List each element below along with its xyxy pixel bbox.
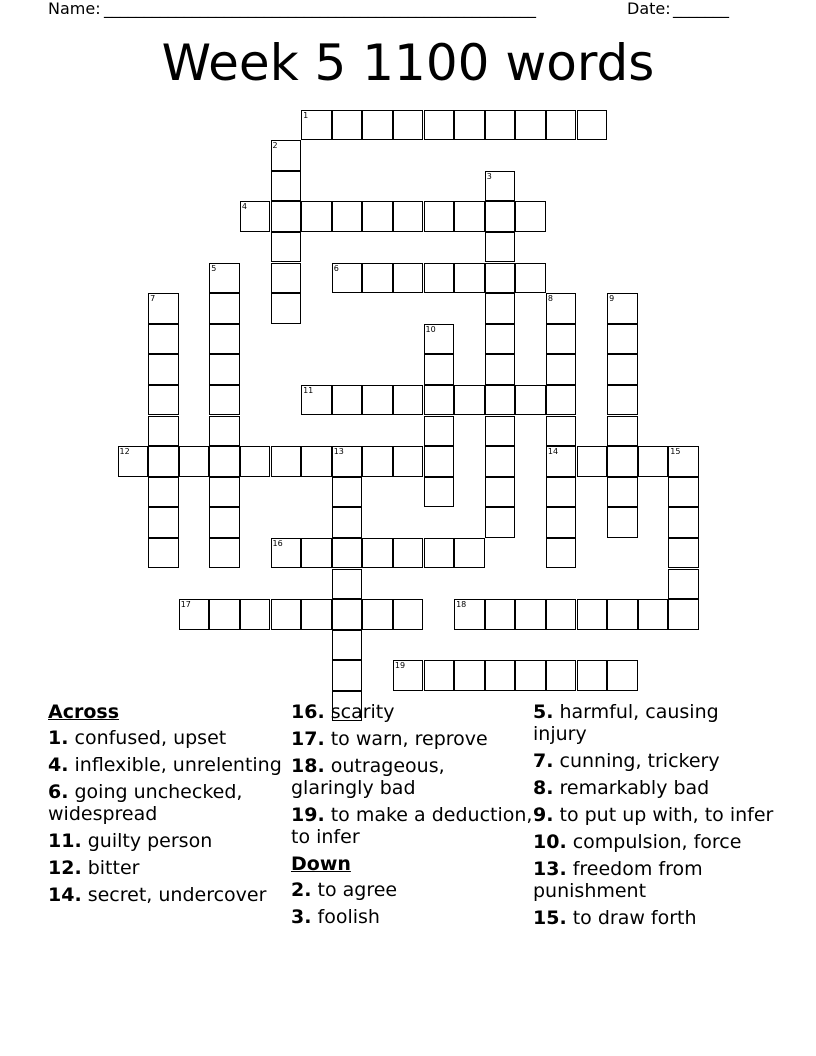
cell-number: 2 [272,141,278,151]
grid-cell[interactable] [393,201,424,232]
grid-cell[interactable] [393,538,424,569]
grid-cell[interactable] [362,538,393,569]
clue-down-8 [533,777,775,799]
grid-cell[interactable] [485,324,516,355]
grid-cell[interactable] [301,110,332,141]
grid-cell[interactable] [607,416,638,447]
clue-text: going unchecked, widespread [48,781,243,825]
grid-cell[interactable] [607,293,638,324]
clue-number: 17. [291,728,325,750]
clue-down-2 [291,879,533,901]
grid-cell[interactable] [424,201,455,232]
grid-cell[interactable] [668,599,699,630]
grid-cell[interactable] [546,477,577,508]
grid-cell[interactable] [424,660,455,691]
grid-cell[interactable] [362,201,393,232]
clue-across-4 [48,754,290,776]
clue-text: guilty person [87,830,213,852]
clue-number: 11. [48,830,82,852]
grid-cell[interactable] [607,507,638,538]
grid-cell[interactable] [393,263,424,294]
grid-cell[interactable] [515,201,546,232]
grid-cell[interactable] [393,110,424,141]
grid-cell[interactable] [332,538,363,569]
grid-cell[interactable] [362,599,393,630]
clue-text: remarkably bad [559,777,710,799]
clue-down-10 [533,831,775,853]
grid-cell[interactable] [485,477,516,508]
cell-number: 5 [211,263,217,273]
grid-cell[interactable] [362,385,393,416]
grid-cell[interactable] [332,110,363,141]
grid-cell[interactable] [209,293,240,324]
grid-cell[interactable] [485,507,516,538]
clue-down-7 [533,750,775,772]
grid-cell[interactable] [209,324,240,355]
grid-cell[interactable] [332,507,363,538]
grid-cell[interactable] [668,477,699,508]
clue-text: harmful, causing injury [533,701,719,745]
clue-across-18 [291,755,533,799]
clue-text: compulsion, force [572,831,742,853]
grid-cell[interactable] [546,538,577,569]
grid-cell[interactable] [148,293,179,324]
grid-cell[interactable] [301,201,332,232]
grid-cell[interactable] [148,446,179,477]
grid-cell[interactable] [577,660,608,691]
grid-cell[interactable] [577,599,608,630]
clue-number: 15. [533,907,567,929]
grid-cell[interactable] [271,201,302,232]
grid-cell[interactable] [485,232,516,263]
grid-cell[interactable] [148,324,179,355]
grid-cell[interactable] [209,385,240,416]
clue-text: to put up with, to infer [559,804,774,826]
grid-cell[interactable] [118,446,149,477]
grid-cell[interactable] [454,110,485,141]
cell-number: 10 [425,324,436,334]
grid-cell[interactable] [362,263,393,294]
grid-cell[interactable] [393,446,424,477]
grid-cell[interactable] [668,507,699,538]
grid-cell[interactable] [424,477,455,508]
grid-cell[interactable] [148,416,179,447]
cell-number: 15 [670,447,681,457]
grid-cell[interactable] [546,110,577,141]
grid-cell[interactable] [485,110,516,141]
grid-cell[interactable] [301,446,332,477]
grid-cell[interactable] [393,599,424,630]
grid-cell[interactable] [668,538,699,569]
cell-number: 13 [333,447,344,457]
grid-cell[interactable] [546,354,577,385]
clue-number: 2. [291,879,312,901]
grid-cell[interactable] [454,263,485,294]
grid-cell[interactable] [332,630,363,661]
clue-number: 4. [48,754,69,776]
grid-cell[interactable] [515,263,546,294]
grid-cell[interactable] [393,660,424,691]
clue-text: secret, undercover [87,884,267,906]
cell-number: 6 [333,263,339,273]
grid-cell[interactable] [607,477,638,508]
cell-number: 7 [150,294,156,304]
grid-cell[interactable] [454,538,485,569]
grid-cell[interactable] [209,599,240,630]
clue-text: bitter [87,857,140,879]
clues-column-2 [291,701,533,933]
grid-cell[interactable] [546,599,577,630]
grid-cell[interactable] [424,354,455,385]
clue-number: 1. [48,727,69,749]
grid-cell[interactable] [424,263,455,294]
grid-cell[interactable] [301,538,332,569]
clue-number: 8. [533,777,554,799]
clue-text: cunning, trickery [559,750,720,772]
grid-cell[interactable] [332,385,363,416]
grid-cell[interactable] [209,446,240,477]
grid-cell[interactable] [240,599,271,630]
clue-number: 9. [533,804,554,826]
grid-cell[interactable] [179,599,210,630]
cell-number: 3 [486,171,492,181]
clue-number: 10. [533,831,567,853]
grid-cell[interactable] [332,660,363,691]
grid-cell[interactable] [424,538,455,569]
grid-cell[interactable] [209,263,240,294]
grid-cell[interactable] [332,201,363,232]
grid-cell[interactable] [332,599,363,630]
grid-cell[interactable] [332,446,363,477]
grid-cell[interactable] [668,569,699,600]
cell-number: 17 [180,600,191,610]
grid-cell[interactable] [271,538,302,569]
grid-cell[interactable] [240,446,271,477]
cell-number: 11 [303,385,314,395]
clues-column-3 [533,701,775,934]
grid-cell[interactable] [301,599,332,630]
grid-cell[interactable] [209,416,240,447]
grid-cell[interactable] [607,446,638,477]
grid-cell[interactable] [607,385,638,416]
grid-cell[interactable] [148,507,179,538]
grid-cell[interactable] [271,171,302,202]
grid-cell[interactable] [271,140,302,171]
clue-text: to warn, reprove [330,728,488,750]
clue-number: 7. [533,750,554,772]
clue-text: to make a deduction, to infer [291,804,533,848]
grid-cell[interactable] [546,507,577,538]
grid-cell[interactable] [485,446,516,477]
grid-cell[interactable] [454,660,485,691]
name-label: Name: [48,0,101,18]
across-heading: Across [48,701,120,723]
grid-cell[interactable] [485,171,516,202]
grid-cell[interactable] [424,416,455,447]
grid-cell[interactable] [546,385,577,416]
clue-across-14 [48,884,290,906]
clue-across-6 [48,781,290,825]
clue-number: 16. [291,701,325,723]
clue-across-12 [48,857,290,879]
grid-cell[interactable] [607,354,638,385]
date-field-line[interactable]: _______ [673,0,729,18]
clue-text: freedom from punishment [533,858,703,902]
grid-cell[interactable] [209,507,240,538]
grid-cell[interactable] [209,477,240,508]
grid-cell[interactable] [485,599,516,630]
grid-cell[interactable] [485,263,516,294]
clue-across-16 [291,701,533,723]
cell-number: 19 [394,661,406,671]
clue-across-17 [291,728,533,750]
grid-cell[interactable] [179,446,210,477]
clue-down-13 [533,858,775,902]
clue-text: confused, upset [74,727,227,749]
grid-cell[interactable] [454,599,485,630]
clue-text: to draw forth [572,907,697,929]
grid-cell[interactable] [148,385,179,416]
clue-number: 12. [48,857,82,879]
grid-cell[interactable] [332,263,363,294]
clue-number: 18. [291,755,325,777]
grid-cell[interactable] [271,446,302,477]
grid-cell[interactable] [148,354,179,385]
grid-cell[interactable] [393,385,424,416]
cell-number: 16 [272,538,283,548]
clue-number: 13. [533,858,567,880]
clue-across-11 [48,830,290,852]
grid-cell[interactable] [454,201,485,232]
grid-cell[interactable] [485,660,516,691]
grid-cell[interactable] [546,416,577,447]
clue-across-1 [48,727,290,749]
grid-cell[interactable] [546,446,577,477]
grid-cell[interactable] [485,354,516,385]
grid-cell[interactable] [424,110,455,141]
grid-cell[interactable] [607,599,638,630]
date-label: Date: [627,0,671,18]
grid-cell[interactable] [577,110,608,141]
grid-cell[interactable] [362,446,393,477]
clue-down-9 [533,804,775,826]
grid-cell[interactable] [485,385,516,416]
clue-number: 14. [48,884,82,906]
grid-cell[interactable] [424,446,455,477]
clue-down-15 [533,907,775,929]
grid-cell[interactable] [148,477,179,508]
cell-number: 8 [547,294,553,304]
clue-text: scarity [330,701,395,723]
clue-number: 6. [48,781,69,803]
grid-cell[interactable] [148,538,179,569]
name-field-line[interactable]: ______________________________________________________ [104,0,536,18]
grid-cell[interactable] [515,385,546,416]
grid-cell[interactable] [485,293,516,324]
cell-number: 9 [609,294,615,304]
clue-text: outrageous, glaringly bad [291,755,445,799]
grid-cell[interactable] [362,110,393,141]
grid-cell[interactable] [607,660,638,691]
cell-number: 14 [547,447,559,457]
grid-cell[interactable] [271,293,302,324]
clues-column-1 [48,701,290,911]
grid-cell[interactable] [515,110,546,141]
page-title: Week 5 1100 words [161,34,655,92]
clue-across-19 [291,804,533,848]
grid-cell[interactable] [485,416,516,447]
grid-cell[interactable] [332,477,363,508]
grid-cell[interactable] [638,446,669,477]
clue-down-3 [291,906,533,928]
grid-cell[interactable] [424,385,455,416]
cell-number: 18 [456,600,467,610]
grid-cell[interactable] [515,599,546,630]
grid-cell[interactable] [607,324,638,355]
grid-cell[interactable] [485,201,516,232]
grid-cell[interactable] [424,324,455,355]
grid-cell[interactable] [454,385,485,416]
cell-number: 1 [303,110,309,120]
grid-cell[interactable] [546,324,577,355]
grid-cell[interactable] [301,385,332,416]
down-heading: Down [291,853,351,875]
clue-text: foolish [317,906,380,928]
grid-cell[interactable] [271,263,302,294]
grid-cell[interactable] [209,354,240,385]
clue-number: 3. [291,906,312,928]
grid-cell[interactable] [668,446,699,477]
grid-cell[interactable] [515,660,546,691]
grid-cell[interactable] [638,599,669,630]
grid-cell[interactable] [577,446,608,477]
grid-cell[interactable] [271,232,302,263]
cell-number: 4 [241,202,247,212]
grid-cell[interactable] [546,293,577,324]
grid-cell[interactable] [271,599,302,630]
clue-down-5 [533,701,775,745]
cell-number: 12 [119,447,130,457]
clue-number: 5. [533,701,554,723]
clue-text: inflexible, unrelenting [74,754,282,776]
grid-cell[interactable] [240,201,271,232]
grid-cell[interactable] [209,538,240,569]
clue-number: 19. [291,804,325,826]
grid-cell[interactable] [546,660,577,691]
grid-cell[interactable] [332,569,363,600]
clue-text: to agree [317,879,398,901]
